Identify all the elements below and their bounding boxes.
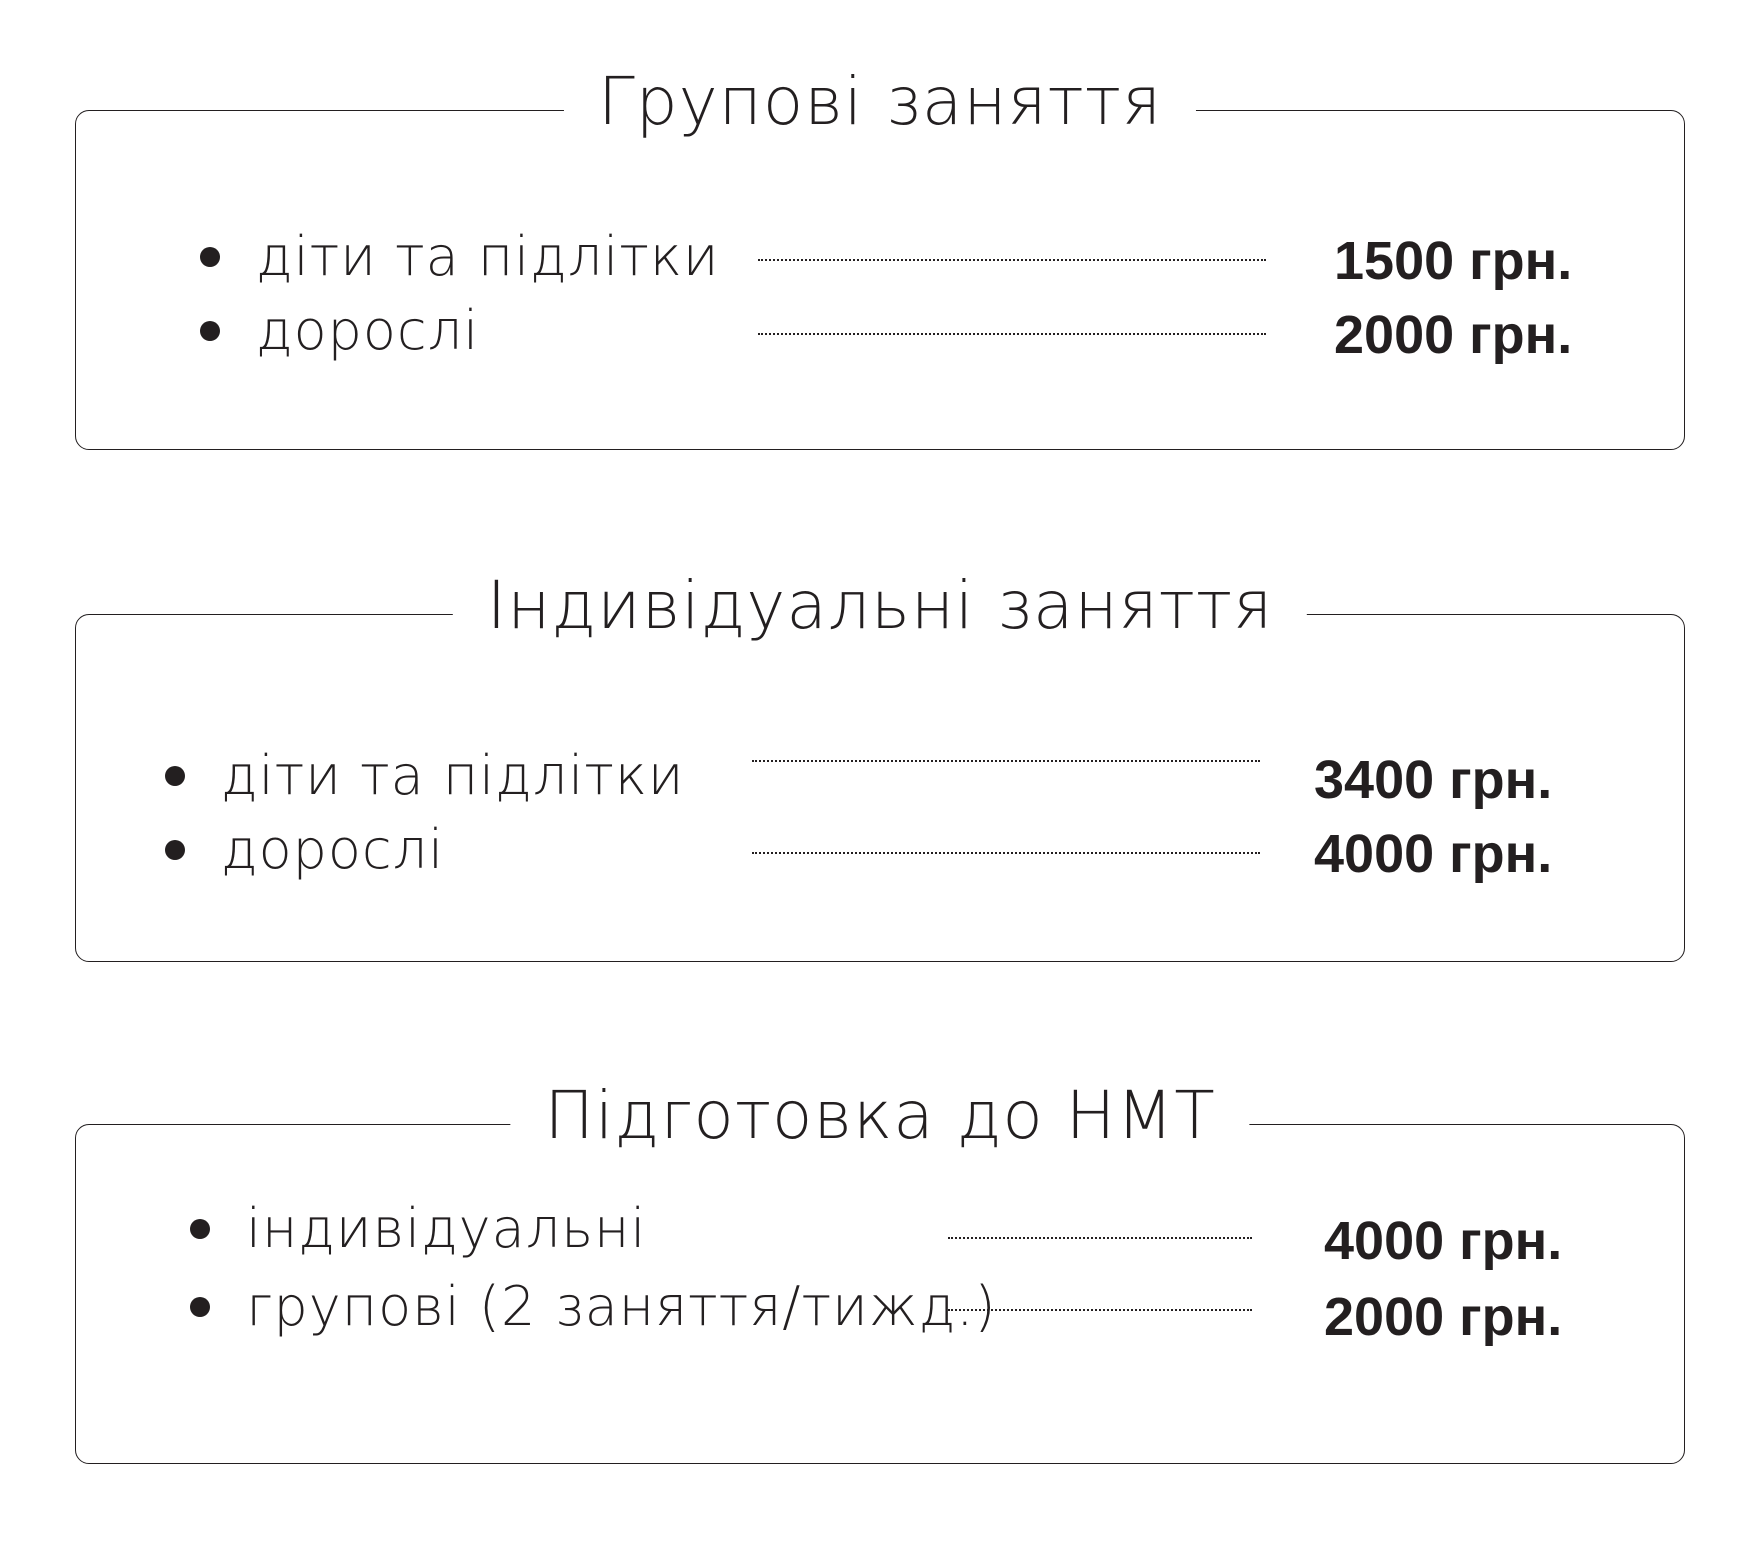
bullet-icon [200,247,220,267]
price-list-item [76,293,1684,373]
price-card-individual [75,567,1685,962]
item-price: 1500 грн. [1334,231,1573,291]
price-list-item [76,812,1684,892]
item-label: дорослі [256,299,480,362]
section-title: Індивідуальні заняття [453,563,1307,649]
item-label: діти та підлітки [256,225,720,288]
bullet-icon [165,766,185,786]
dotted-leader [758,259,1266,261]
price-list-item [76,1269,1684,1349]
dotted-leader [758,333,1266,335]
item-label: дорослі [221,818,445,881]
dotted-leader [752,852,1260,854]
section-title: Підготовка до НМТ [510,1073,1249,1159]
item-label: діти та підлітки [221,744,685,807]
price-list-item [76,219,1684,299]
item-price: 2000 грн. [1334,305,1573,365]
dotted-leader [752,760,1260,762]
dotted-leader [948,1309,1252,1311]
price-list-item [76,1191,1684,1271]
item-price: 2000 грн. [1324,1287,1563,1347]
bullet-icon [190,1219,210,1239]
item-label: індивідуальні [246,1197,647,1260]
item-price: 3400 грн. [1314,750,1553,810]
item-price: 4000 грн. [1324,1211,1563,1271]
price-list-item [76,738,1684,818]
dotted-leader [948,1237,1252,1239]
bullet-icon [200,321,220,341]
section-title: Групові заняття [564,59,1196,145]
bullet-icon [165,840,185,860]
price-card-group [75,63,1685,450]
price-card-nmt [75,1077,1685,1464]
bullet-icon [190,1297,210,1317]
item-price: 4000 грн. [1314,824,1553,884]
item-label: групові (2 заняття/тижд.) [246,1275,997,1338]
